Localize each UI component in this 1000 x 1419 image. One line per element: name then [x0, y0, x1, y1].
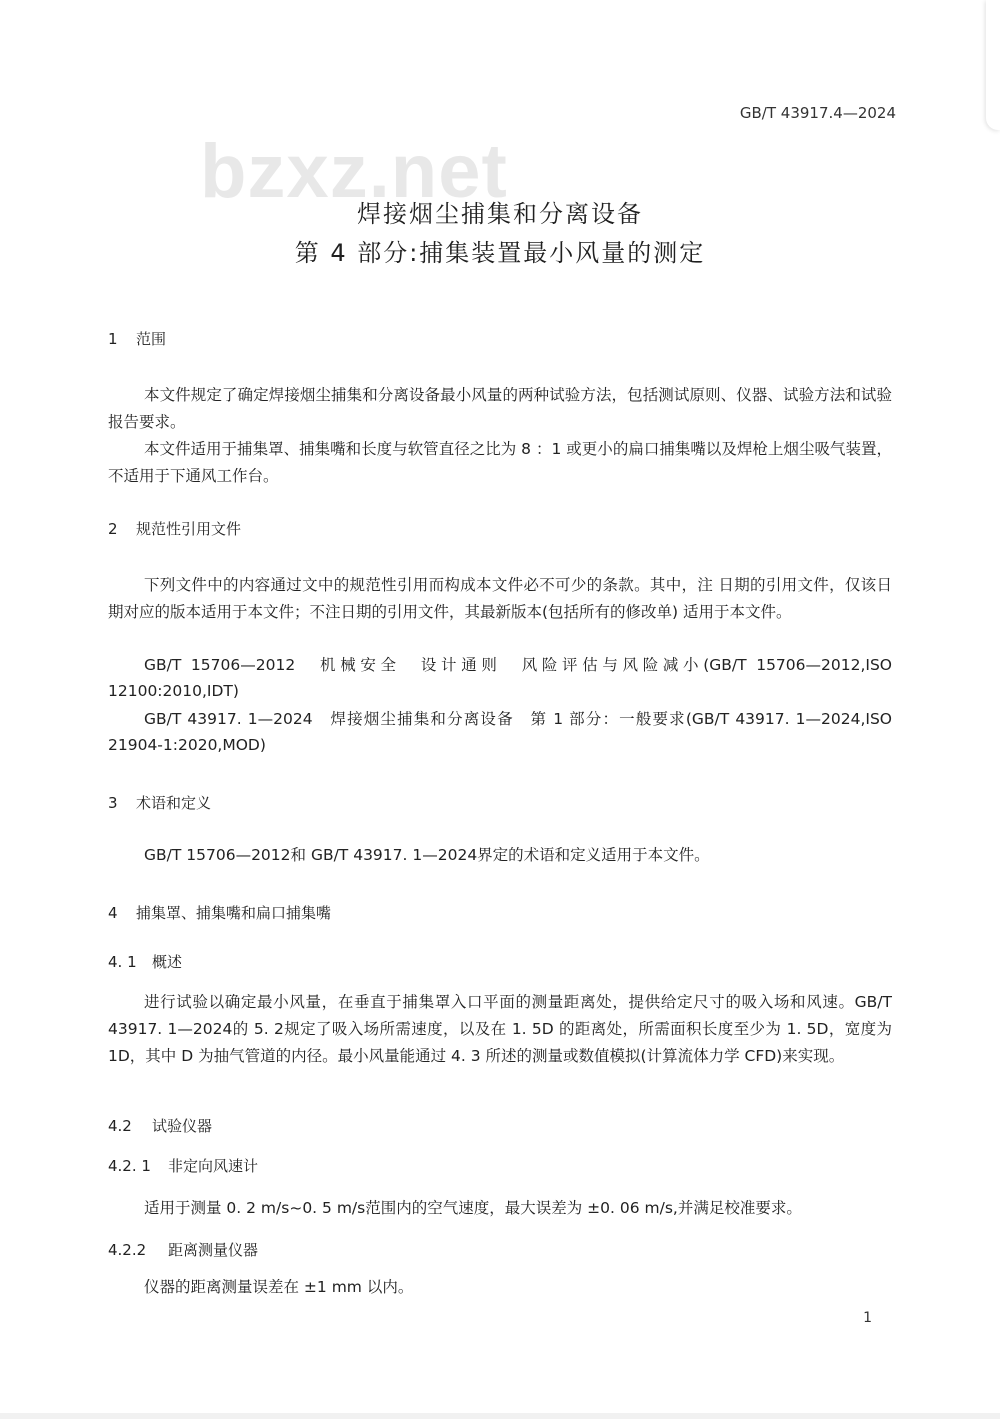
subsection-title: 距离测量仪器 — [168, 1241, 259, 1259]
section-heading-3 — [108, 792, 211, 813]
section-title: 规范性引用文件 — [136, 520, 242, 538]
section-title: 捕集罩、捕集嘴和扁口捕集嘴 — [136, 904, 332, 922]
section-number: 3 — [108, 794, 118, 812]
standard-number: GB/T 43917.4—2024 — [739, 104, 896, 122]
document-title: 焊接烟尘捕集和分离设备 — [357, 200, 643, 228]
section-number: 2 — [108, 520, 118, 538]
paragraph: 适用于测量 0. 2 m/s~0. 5 m/s范围内的空气速度，最大误差为 ±0. 06 m/s,并满足校准要求。 — [144, 1199, 802, 1217]
subsection-heading-4-2-2 — [108, 1239, 258, 1260]
page-number: 1 — [863, 1310, 872, 1326]
section-title: 术语和定义 — [136, 794, 212, 812]
section-number: 4 — [108, 904, 118, 922]
subsection-title: 非定向风速计 — [168, 1157, 259, 1175]
subsection-number: 4.2 — [108, 1117, 132, 1135]
paragraph: 下列文件中的内容通过文中的规范性引用而构成本文件必不可少的条款。其中，注 日期的引用文件，仅该日期对应的版本适用于本文件；不注日期的引用文件，其最新版本(包括所有的修改单) 适用于本文件。 — [108, 576, 892, 621]
normative-reference: GB/T 43917. 1—2024 焊接烟尘捕集和分离设备 第 1 部分：一般要求(GB/T 43917. 1—2024,ISO 21904-1:2020,MOD) — [108, 710, 892, 754]
normative-reference: GB/T 15706—2012 机械安全 设计通则 风险评估与风险减小(GB/T 15706—2012,ISO 12100:2010,IDT) — [108, 656, 892, 700]
paragraph: 本文件适用于捕集罩、捕集嘴和长度与软管直径之比为 8 ：1 或更小的扁口捕集嘴以及焊枪上烟尘吸气装置，不适用于下通风工作台。 — [108, 440, 892, 485]
page-bottom-edge — [0, 1413, 1000, 1419]
section-title: 范围 — [136, 330, 167, 348]
section-number: 1 — [108, 330, 118, 348]
section-heading-2 — [108, 518, 241, 539]
paragraph: 本文件规定了确定焊接烟尘捕集和分离设备最小风量的两种试验方法，包括测试原则、仪器、试验方法和试验报告要求。 — [108, 386, 892, 431]
section-heading-4 — [108, 902, 331, 923]
subsection-number: 4.2. 1 — [108, 1157, 151, 1175]
section-heading-1 — [108, 328, 166, 349]
subsection-heading-4-1 — [108, 951, 182, 972]
subsection-heading-4-2 — [108, 1115, 212, 1136]
subsection-title: 概述 — [152, 953, 183, 971]
paragraph: 仪器的距离测量误差在 ±1 mm 以内。 — [144, 1278, 414, 1296]
subsection-number: 4. 1 — [108, 953, 137, 971]
subsection-heading-4-2-1 — [108, 1155, 258, 1176]
watermark: bzxz.net — [200, 129, 508, 214]
subsection-number: 4.2.2 — [108, 1241, 147, 1259]
page-curl-shadow — [986, 0, 1000, 130]
subsection-title: 试验仪器 — [152, 1117, 213, 1135]
document-subtitle: 第 4 部分:捕集装置最小风量的测定 — [294, 239, 706, 267]
paragraph: 进行试验以确定最小风量，在垂直于捕集罩入口平面的测量距离处，提供给定尺寸的吸入场和风速。GB/T 43917. 1—2024的 5. 2规定了吸入场所需速度，以及在 1. 5D 的距离处，所需面积长度至少为 1. 5D，宽度为 1D，其中 D 为抽气管道的内径。最小风量能通过 4. 3 所述的测量或数值模拟(计算流体力学 CFD)来实现。 — [108, 993, 892, 1065]
paragraph: GB/T 15706—2012和 GB/T 43917. 1—2024界定的术语和定义适用于本文件。 — [144, 846, 710, 864]
